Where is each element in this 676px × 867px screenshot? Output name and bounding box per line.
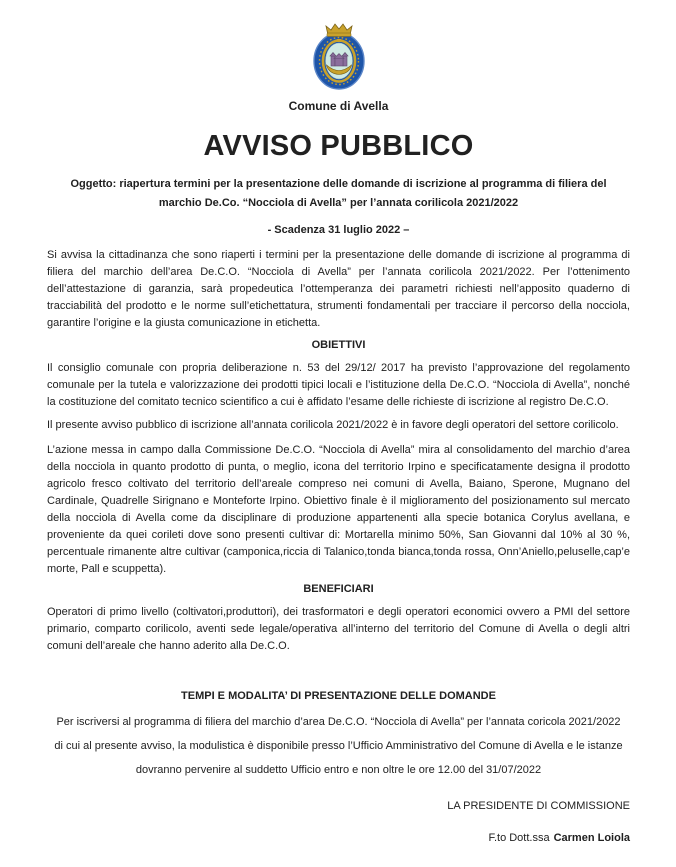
signature-role: LA PRESIDENTE DI COMMISSIONE <box>447 800 630 812</box>
paragraph: Il presente avviso pubblico di iscrizione all’annata corilicola 2021/2022 è in favore degli operatori del settore corilicolo. <box>47 419 619 431</box>
section-beneficiari <box>47 581 630 655</box>
paragraph: L’azione messa in campo dalla Commissione De.C.O. “Nocciola di Avella” mira al consolidamento del marchio d’area della nocciola in quanto prodotto di punta, o meglio, icona del territorio Irpino e specificatamente designa il prodotto agricolo fresco coltivato del territorio dell’areale compreso nei comuni di Avella, Baiano, Sperone, Mugnano del Cardinale, Quadrelle Sirignano e Monteforte Irpino. Obiettivo finale è il miglioramento del posizionamento sul mercato della nocciola di Avella come da disciplinare di produzione appartenenti alla specie botanica Corylus avellana, e proveniente da quei corileti dove sono presenti cultivar di: Mortarella minimo 50%, San Giovanni dal 10% al 30 %, percentuale rimanente altre cultivar (camponica,riccia di Talanico,tonda bianca,tonda rossa, Onn’Aniello,peluselle,cap’e morte, Pall e scuppetta). <box>47 444 630 575</box>
intro-paragraph: Si avvisa la cittadinanza che sono riaperti i termini per la presentazione delle domande di iscrizione al programma di filiera del marchio dell’area De.C.O. “Nocciola di Avella” per l’annata corilicola 2021/2022. Per l’ottenimento dell’attestazione di garanzia, sarà propedeutica l’ottemperanza dei parametri richiesti nell’apposito quaderno di tracciabilità del prodotto e le norme sull’etichettatura, strumenti fondamentali per tracciare il percorso della nocciola, garantire l’origine e la giusta comunicazione in etichetta. <box>47 249 630 329</box>
section-heading-tempi: TEMPI E MODALITA’ DI PRESENTAZIONE DELLE DOMANDE <box>181 690 496 702</box>
paragraph: Il consiglio comunale con propria deliberazione n. 53 del 29/12/ 2017 ha previsto l’approvazione del regolamento comunale per la tutela e valorizzazione dei prodotti tipici locali e l’istituzione della De.C.O. “Nocciola di Avella”, nonché la costituzione del comitato tecnico scientifico a cui è affidato l’esame delle richieste di iscrizione al registro De.C.O. <box>47 362 630 408</box>
paragraph: Per iscriversi al programma di filiera del marchio d’area De.C.O. “Nocciola di Avella” per l’annata coricola 2021/2022 di cui al presente avviso, la modulistica è disponibile presso l’Ufficio Amministrativo del Comune di Avella e le istanze dovranno pervenire al suddetto Ufficio entro e non oltre le ore 12.00 del 31/07/2022 <box>54 716 623 776</box>
org-name: Comune di Avella <box>288 99 389 113</box>
section-tempi <box>47 688 630 782</box>
section-heading-obiettivi: OBIETTIVI <box>311 339 366 351</box>
signature-name: Carmen Loiola <box>553 832 630 844</box>
signature-line <box>47 830 630 847</box>
page-title: AVVISO PUBBLICO <box>203 130 474 162</box>
comune-avella-crest-icon <box>312 22 366 90</box>
section-heading-beneficiari: BENEFICIARI <box>303 583 374 595</box>
signature-prefix: F.to Dott.ssa <box>488 832 550 844</box>
paragraph: Operatori di primo livello (coltivatori,produttori), dei trasformatori e degli operatori economici ovvero a PMI del settore primario, comparto corilicolo, aventi sede legale/operativa all’interno del territorio del Comune di Avella o degli altri comuni dell’areale che hanno aderito alla De.C.O. <box>47 606 630 652</box>
castle-shape <box>330 53 348 67</box>
section-obiettivi <box>47 337 630 578</box>
deadline-line: - Scadenza 31 luglio 2022 – <box>267 224 410 236</box>
subject-line: Oggetto: riapertura termini per la presentazione delle domande di iscrizione al programma di filiera del marchio De.Co. “Nocciola di Avella” per l’annata corilicola 2021/2022 <box>70 178 607 209</box>
